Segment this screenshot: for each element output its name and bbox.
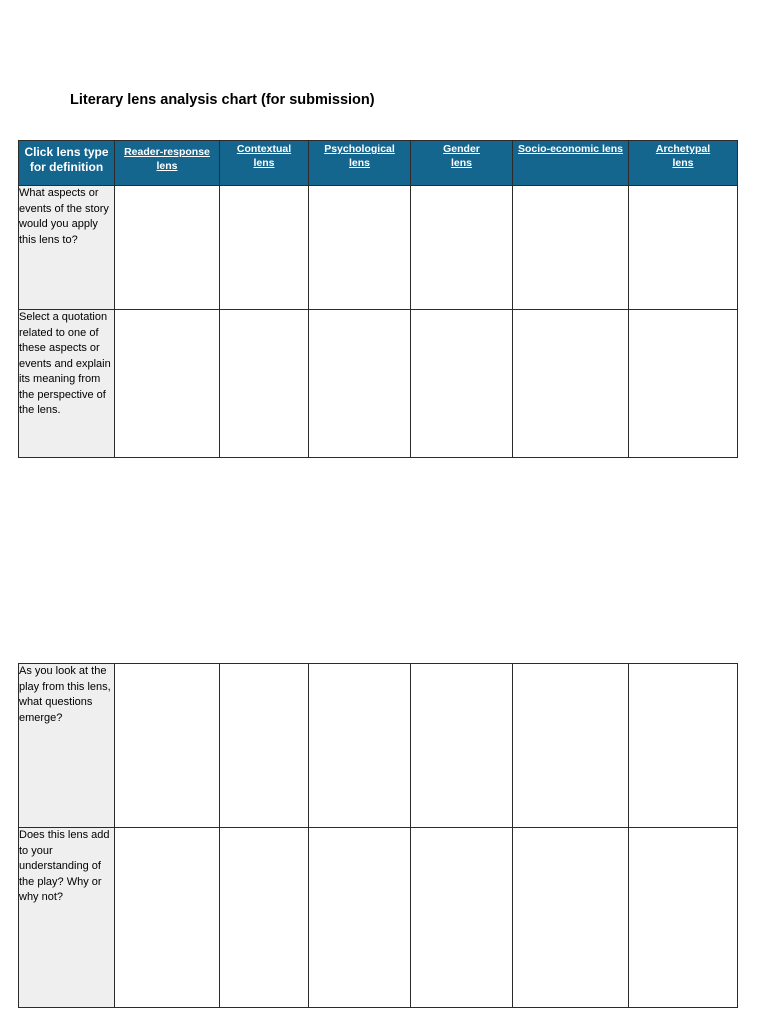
answer-cell-socio-economic[interactable] bbox=[513, 310, 629, 458]
answer-cell-psychological[interactable] bbox=[309, 186, 411, 310]
answer-cell-reader-response[interactable] bbox=[115, 664, 220, 828]
answer-cell-socio-economic[interactable] bbox=[513, 828, 629, 1008]
header-cell-archetypal bbox=[629, 141, 738, 186]
answer-cell-gender[interactable] bbox=[411, 310, 513, 458]
table-row bbox=[19, 310, 738, 458]
gender-lens-link[interactable]: Gender lens bbox=[443, 143, 480, 169]
answer-cell-psychological[interactable] bbox=[309, 664, 411, 828]
answer-cell-socio-economic[interactable] bbox=[513, 664, 629, 828]
document-title: Literary lens analysis chart (for submission) bbox=[70, 92, 375, 108]
answer-cell-reader-response[interactable] bbox=[115, 310, 220, 458]
contextual-lens-link[interactable]: Contextual lens bbox=[236, 143, 292, 169]
answer-cell-contextual[interactable] bbox=[220, 310, 309, 458]
header-cell-contextual bbox=[220, 141, 309, 186]
table-row bbox=[19, 828, 738, 1008]
socio-economic-lens-link[interactable]: Socio-economic lens bbox=[517, 143, 624, 155]
archetypal-lens-link[interactable]: Archetypal lens bbox=[655, 143, 711, 169]
question-cell: As you look at the play from this lens, what questions emerge? bbox=[19, 664, 115, 828]
answer-cell-contextual[interactable] bbox=[220, 186, 309, 310]
answer-cell-archetypal[interactable] bbox=[629, 186, 738, 310]
lens-analysis-table-bottom bbox=[18, 663, 738, 1008]
answer-cell-gender[interactable] bbox=[411, 664, 513, 828]
answer-cell-psychological[interactable] bbox=[309, 310, 411, 458]
reader-response-lens-link[interactable]: Reader-response lens bbox=[124, 146, 210, 172]
question-cell: Does this lens add to your understanding of the play? Why or why not? bbox=[19, 828, 115, 1008]
answer-cell-archetypal[interactable] bbox=[629, 310, 738, 458]
question-cell: Select a quotation related to one of these aspects or events and explain its meaning from the perspective of the lens. bbox=[19, 310, 115, 458]
lens-analysis-table-top bbox=[18, 140, 738, 458]
header-row bbox=[19, 141, 738, 186]
table-row bbox=[19, 186, 738, 310]
question-cell: What aspects or events of the story would you apply this lens to? bbox=[19, 186, 115, 310]
header-first-cell: Click lens type for definition bbox=[19, 141, 115, 186]
answer-cell-archetypal[interactable] bbox=[629, 664, 738, 828]
table-row bbox=[19, 664, 738, 828]
header-cell-psychological bbox=[309, 141, 411, 186]
answer-cell-archetypal[interactable] bbox=[629, 828, 738, 1008]
answer-cell-gender[interactable] bbox=[411, 186, 513, 310]
header-cell-reader-response bbox=[115, 141, 220, 186]
answer-cell-reader-response[interactable] bbox=[115, 186, 220, 310]
answer-cell-psychological[interactable] bbox=[309, 828, 411, 1008]
header-cell-gender bbox=[411, 141, 513, 186]
answer-cell-reader-response[interactable] bbox=[115, 828, 220, 1008]
answer-cell-socio-economic[interactable] bbox=[513, 186, 629, 310]
header-cell-socio-economic bbox=[513, 141, 629, 186]
answer-cell-gender[interactable] bbox=[411, 828, 513, 1008]
answer-cell-contextual[interactable] bbox=[220, 828, 309, 1008]
psychological-lens-link[interactable]: Psychological lens bbox=[324, 143, 395, 169]
answer-cell-contextual[interactable] bbox=[220, 664, 309, 828]
